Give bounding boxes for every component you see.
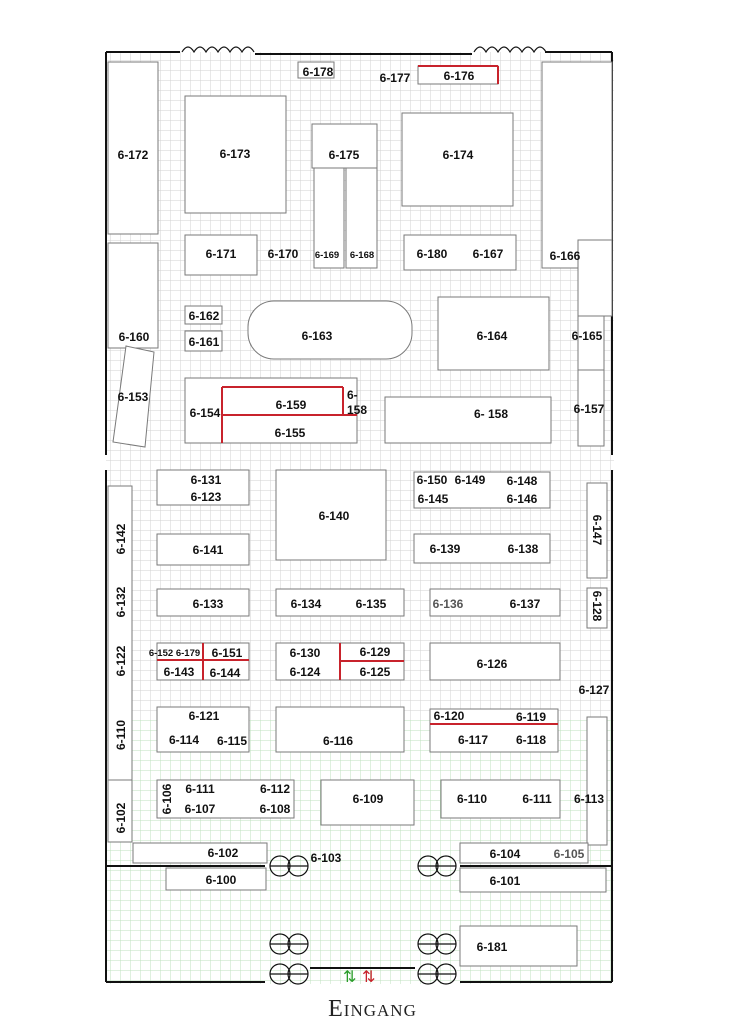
booth-6-156: 6-154	[189, 406, 221, 420]
booth-6-180: 6-178	[302, 65, 334, 79]
booth-6-181: 6-179	[175, 648, 201, 659]
booth-6-140: 6-138	[507, 542, 539, 556]
booth-6-158-b: 158	[347, 403, 368, 417]
booth-6-105: 6-105	[553, 847, 585, 861]
booth-6-137: 6-135	[355, 597, 387, 611]
booth-6-151: 6-149	[454, 473, 486, 487]
booth-6-116: 6-114	[168, 733, 200, 747]
booth-6-134: 6-132	[114, 586, 128, 618]
booth-6-177: 6-175	[328, 148, 360, 162]
booth-6-120: 6-118	[515, 733, 547, 747]
booth-6-147: 6-145	[417, 492, 449, 506]
svg-text:⇅: ⇅	[362, 967, 376, 986]
booth-6-135: 6-133	[192, 597, 224, 611]
booth-6-178: 6-176	[443, 69, 475, 83]
booth-6-102-horizontal: 6-102	[207, 846, 239, 860]
booth-6-152: 6-150	[416, 473, 448, 487]
booth-6-128: 6-126	[476, 657, 508, 671]
booth-6-112: 6-110	[114, 719, 128, 751]
booth-6-123: 6-121	[188, 709, 220, 723]
booth-6-108: 6-108	[259, 802, 291, 816]
booth-6-174: 6-172	[117, 148, 149, 162]
booth-6-159: 6-157	[573, 402, 605, 416]
booth-6-157: 6-155	[274, 426, 306, 440]
booth-6-161: 6-159	[275, 398, 307, 412]
booth-6-124: 6-122	[114, 645, 128, 677]
booth-6-163: 6-161	[188, 335, 220, 349]
booth-6-173: 6-171	[205, 247, 237, 261]
booth-6-106: 6-106	[160, 783, 174, 815]
booth-6-143: 6-141	[192, 543, 224, 557]
booth-6-109: 6-109	[352, 792, 384, 806]
booth-6-125: 6-123	[190, 490, 222, 504]
booth-6-170: 6-168	[349, 250, 375, 261]
booth-6-154: 6-152	[148, 648, 174, 659]
booth-6-176: 6-174	[442, 148, 474, 162]
booth-6-113: 6-111	[185, 782, 215, 796]
booth-6-175: 6-173	[219, 147, 251, 161]
booth-6-111: 6-111	[522, 792, 552, 806]
booth-6-146: 6-144	[209, 666, 241, 680]
booth-6-119: 6-117	[457, 733, 489, 747]
booth-6-115: 6-113	[573, 792, 605, 806]
booth-6-138: 6-136	[432, 597, 464, 611]
booth-6-149: 6-147	[590, 514, 604, 546]
booth-6-121: 6-119	[515, 710, 547, 724]
booth-6-166: 6-164	[476, 329, 508, 343]
booth-6-172: 6-170	[267, 247, 299, 261]
booth-6-160: 6- 158	[473, 407, 509, 421]
booth-6-100: 6-100	[205, 873, 237, 887]
booth-6-103: 6-103	[310, 851, 342, 865]
booth-6-164: 6-162	[188, 309, 220, 323]
booth-6-117: 6-115	[216, 734, 248, 748]
top-door-icons	[182, 47, 546, 52]
booth-6-145: 6-143	[163, 665, 195, 679]
svg-text:⇅: ⇅	[343, 967, 357, 986]
booth-6-168: 6-166	[549, 249, 581, 263]
booth-6-148: 6-146	[506, 492, 538, 506]
booth-6-144: 6-142	[114, 523, 128, 555]
booth-6-155: 6-153	[117, 390, 149, 404]
booth-6-132: 6-130	[289, 646, 321, 660]
booth-6-131: 6-129	[359, 645, 391, 659]
booth-6-153: 6-151	[211, 646, 243, 660]
booth-6-102-vertical: 6-102	[114, 802, 128, 834]
booth-6-139: 6-137	[509, 597, 541, 611]
booth-6-162: 6-160	[118, 330, 150, 344]
booth-6-158-a: 6-	[347, 388, 358, 402]
booth-6-142: 6-140	[318, 509, 350, 523]
entrance-label: Eingang	[328, 996, 417, 1022]
booth-6-179: 6-177	[379, 71, 411, 85]
booth-6-167: 6-165	[571, 329, 603, 343]
booth-6-129: 6-127	[578, 683, 610, 697]
booth-6-110: 6-110	[456, 792, 488, 806]
booth-6-150: 6-148	[506, 474, 538, 488]
booth-6-169: 6-167	[472, 247, 504, 261]
booth-6-114: 6-112	[259, 782, 291, 796]
booth-6-171: 6-169	[314, 250, 340, 261]
booth-6-165: 6-163	[301, 329, 333, 343]
booth-6-118: 6-116	[322, 734, 354, 748]
booth-6-133: 6-131	[190, 473, 222, 487]
booth-6-141: 6-139	[429, 542, 461, 556]
booth-6-122: 6-120	[433, 709, 465, 723]
booth-6-126: 6-124	[289, 665, 321, 679]
booth-6-127: 6-125	[359, 665, 391, 679]
booth-6-183: 6-181	[476, 940, 508, 954]
booth-6-130: 6-128	[590, 590, 604, 622]
booth-6-182: 6-180	[416, 247, 448, 261]
booth-6-107: 6-107	[184, 802, 216, 816]
booth-6-104: 6-104	[489, 847, 521, 861]
booth-6-101: 6-101	[489, 874, 521, 888]
booth-6-136: 6-134	[290, 597, 322, 611]
